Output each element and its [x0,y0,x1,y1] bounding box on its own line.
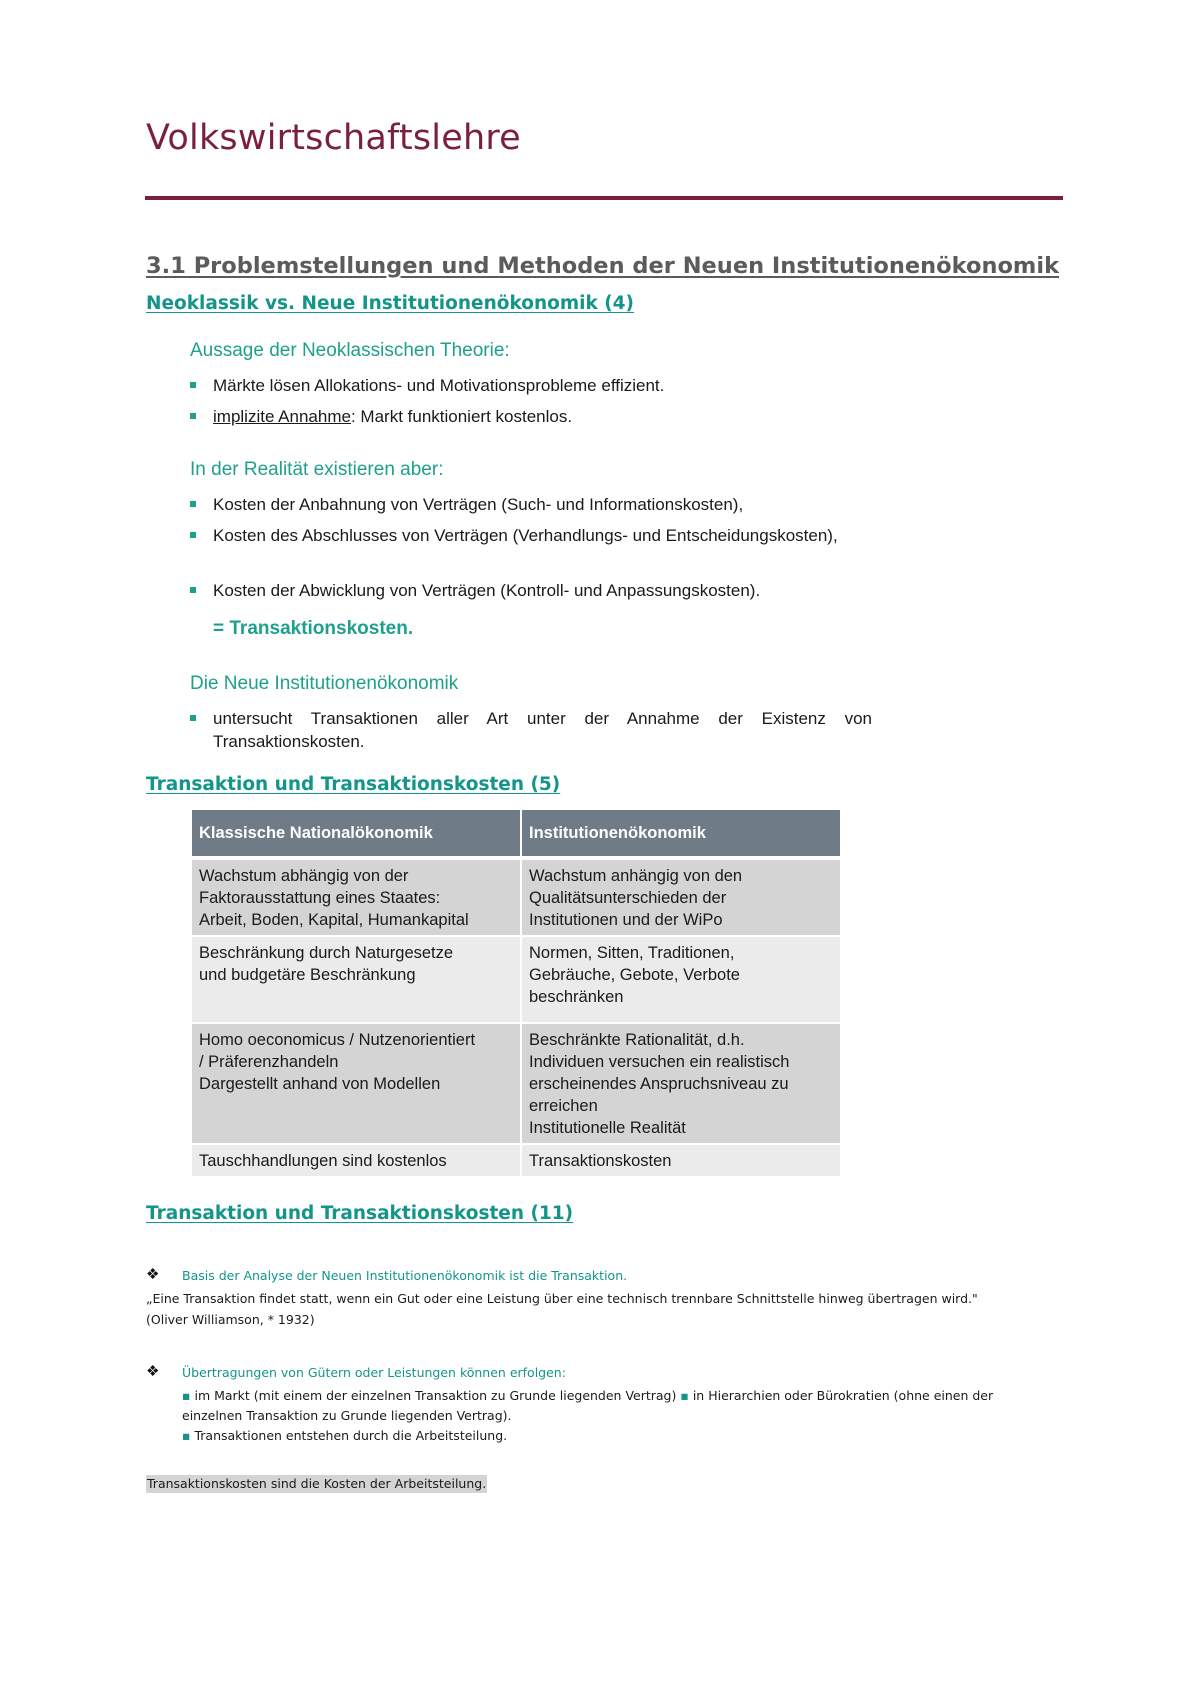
table-header-institution: Institutionenökonomik [522,810,840,858]
section-heading: 3.1 Problemstellungen und Methoden der Neuen Institutionenökonomik [146,253,1060,279]
square-bullet-icon [190,715,196,721]
slide-heading-nie: Die Neue Institutionenökonomik [190,673,459,694]
bullet-item: untersucht Transaktionen aller Art unter der Annahme der Existenz von Transaktionskosten. [190,707,872,753]
underlined-term: implizite Annahme [213,407,351,426]
square-bullet-icon [190,587,196,593]
point-basis-analyse: Basis der Analyse der Neuen Institutionenökonomik ist die Transaktion. [182,1268,628,1283]
subheading-transaktion-11: Transaktion und Transaktionskosten (11) [146,1203,574,1224]
quote-williamson: „Eine Transaktion findet statt, wenn ein Gut oder eine Leistung über eine technisch trennbare Schnittstelle hinweg übertragen wird." [146,1291,978,1306]
square-bullet-icon: ▪ [182,1428,191,1443]
square-bullet-icon [190,382,196,388]
subheading-neoklassik: Neoklassik vs. Neue Institutionenökonomik (4) [146,293,635,314]
slide-heading-neoklassik: Aussage der Neoklassischen Theorie: [190,340,510,361]
diamond-bullet-icon: ❖ [146,1266,160,1283]
title-divider [145,196,1063,200]
table-header-klassisch: Klassische Nationalökonomik [192,810,520,858]
square-bullet-icon [190,532,196,538]
square-bullet-icon: ▪ [680,1388,689,1403]
table-cell: Normen, Sitten, Traditionen, Gebräuche, Gebote, Verbote beschränken [522,935,840,1022]
point-uebertragungen: Übertragungen von Gütern oder Leistungen können erfolgen: [182,1365,566,1380]
table-cell: Wachstum anhängig von den Qualitätsunterschieden der Institutionen und der WiPo [522,858,840,935]
square-bullet-icon [190,501,196,507]
table-cell: Transaktionskosten [522,1143,840,1176]
table-row [192,858,840,935]
table-cell: Tauschhandlungen sind kostenlos [192,1143,520,1176]
comparison-table [190,810,842,1176]
square-bullet-icon: ▪ [182,1388,191,1403]
document-title: Volkswirtschaftslehre [146,118,521,158]
table-cell: Wachstum abhängig von der Faktorausstattung eines Staates: Arbeit, Boden, Kapital, Humankapital [192,858,520,935]
bullet-item: Kosten des Abschlusses von Verträgen (Verhandlungs- und Entscheidungskosten), [190,524,872,547]
table-cell: Beschränkung durch Naturgesetze und budgetäre Beschränkung [192,935,520,1022]
table-cell: Beschränkte Rationalität, d.h. Individuen versuchen ein realistisch erscheinendes Anspruchsniveau zu erreichen Institutionelle Realität [522,1022,840,1143]
slide-heading-realitaet: In der Realität existieren aber: [190,459,444,480]
table-row [192,1022,840,1143]
table-row [192,935,840,1022]
subheading-transaktion-5: Transaktion und Transaktionskosten (5) [146,774,561,795]
bullet-item: implizite Annahme: Markt funktioniert kostenlos. [190,405,872,428]
bullet-item: Kosten der Anbahnung von Verträgen (Such- und Informationskosten), [190,493,872,516]
highlighted-conclusion: Transaktionskosten sind die Kosten der Arbeitsteilung. [147,1476,487,1491]
quote-source: (Oliver Williamson, * 1932) [146,1312,315,1327]
table-cell: Homo oeconomicus / Nutzenorientiert / Präferenzhandeln Dargestellt anhand von Modellen [192,1022,520,1143]
sub-points: ▪ im Markt (mit einem der einzelnen Transaktion zu Grunde liegenden Vertrag) ▪ in Hierarchien oder Bürokratien (ohne einen der einzelnen Transaktion zu Grunde liegenden Vertrag). ▪ Transaktionen entstehen durch die Arbeitsteilung. [182,1388,994,1443]
table-row [192,1143,840,1176]
bullet-item: Kosten der Abwicklung von Verträgen (Kontroll- und Anpassungskosten). [190,579,872,602]
diamond-bullet-icon: ❖ [146,1363,160,1380]
square-bullet-icon [190,413,196,419]
bullet-item: Märkte lösen Allokations- und Motivationsprobleme effizient. [190,374,872,397]
result-transaktionskosten: = Transaktionskosten. [213,618,414,639]
